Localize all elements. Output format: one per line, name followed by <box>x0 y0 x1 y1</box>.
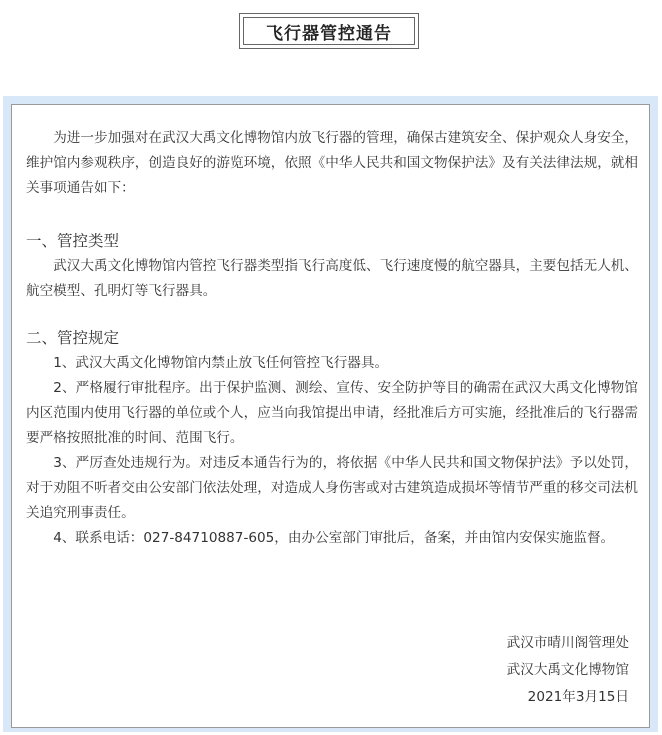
signature-issuer-1: 武汉市晴川阁管理处 <box>506 635 629 651</box>
notice-title: 飞行器管控通告 <box>243 17 415 45</box>
title-box <box>239 13 419 49</box>
rule-item-4: 4、联系电话：027-84710887-605，由办公室部门审批后，备案，并由馆内安保实施监督。 <box>53 530 615 546</box>
rule-item-3: 3、严厉查处违规行为。对违反本通告行为的，将依据《中华人民共和国文物保护法》予以处罚，对于劝阻不听者交由公安部门依法处理，对造成人身伤害或对古建筑造成损坏等情节严重的移交司法机关追究刑事责任。 <box>26 455 638 521</box>
signature-block <box>507 630 629 711</box>
signature-date: 2021年3月15日 <box>527 689 629 705</box>
notice-frame <box>3 96 658 732</box>
notice-content <box>26 126 638 551</box>
intro-paragraph: 为进一步加强对在武汉大禹文化博物馆内放飞行器的管理，确保古建筑安全、保护观众人身安全，维护馆内参观秩序，创造良好的游览环境，依照《中华人民共和国文物保护法》及有关法律法规，就相关事项通告如下： <box>26 130 638 196</box>
section-heading-types: 一、管控类型 <box>26 232 120 250</box>
rule-item-1: 1、武汉大禹文化博物馆内禁止放飞任何管控飞行器具。 <box>53 355 389 371</box>
notice-body <box>11 104 650 728</box>
rule-item-2: 2、严格履行审批程序。出于保护监测、测绘、宣传、安全防护等目的确需在武汉大禹文化博物馆内区范围内使用飞行器的单位或个人，应当向我馆提出申请，经批准后方可实施，经批准后的飞行器需要严格按照批准的时间、范围飞行。 <box>26 380 638 446</box>
section-types-paragraph: 武汉大禹文化博物馆内管控飞行器类型指飞行高度低、飞行速度慢的航空器具，主要包括无人机、航空模型、孔明灯等飞行器具。 <box>26 258 638 299</box>
signature-issuer-2: 武汉大禹文化博物馆 <box>506 662 629 678</box>
section-heading-rules: 二、管控规定 <box>26 329 120 347</box>
